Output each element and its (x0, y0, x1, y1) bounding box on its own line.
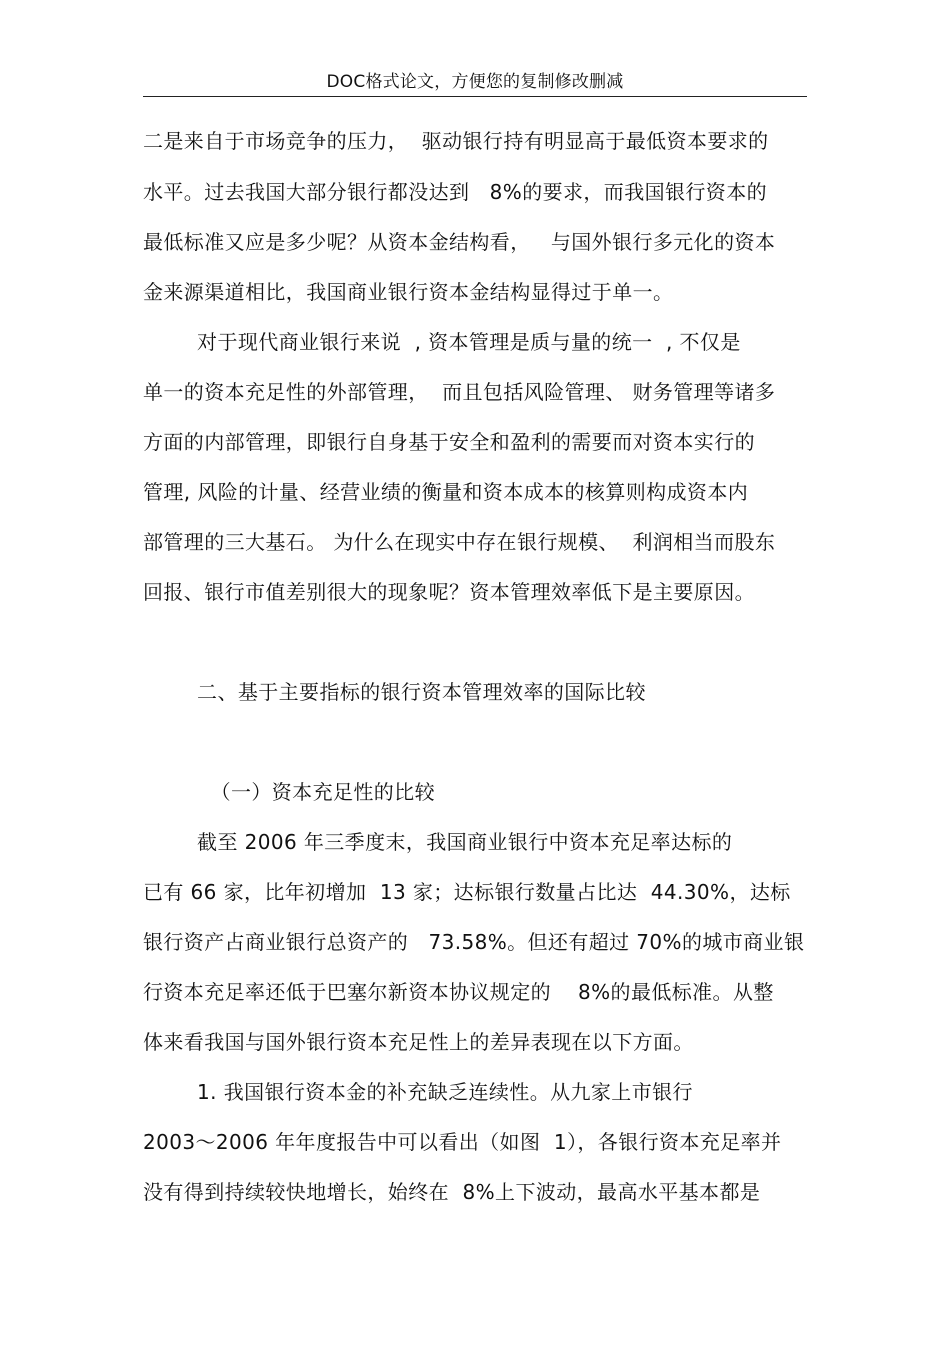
body-line: 回报、银行市值差别很大的现象呢？资本管理效率低下是主要原因。 (143, 580, 755, 604)
body-line: 水平。过去我国大部分银行都没达到 8%的要求，而我国银行资本的 (143, 180, 768, 204)
body-line: 部管理的三大基石。 为什么在现实中存在银行规模、 利润相当而股东 (143, 530, 776, 554)
body-line: 没有得到持续较快地增长，始终在 8%上下波动，最高水平基本都是 (143, 1180, 761, 1204)
body-line: 行资本充足率还低于巴塞尔新资本协议规定的 8%的最低标准。从整 (143, 980, 774, 1004)
body-line: 对于现代商业银行来说 , 资本管理是质与量的统一 , 不仅是 (143, 330, 741, 354)
body-line: 单一的资本充足性的外部管理， 而且包括风险管理、 财务管理等诸多 (143, 380, 776, 404)
body-line: 方面的内部管理，即银行自身基于安全和盈利的需要而对资本实行的 (143, 430, 755, 454)
body-line: 二是来自于市场竞争的压力， 驱动银行持有明显高于最低资本要求的 (143, 129, 769, 153)
body-line: 管理, 风险的计量、经营业绩的衡量和资本成本的核算则构成资本内 (143, 480, 749, 504)
body-line: 1. 我国银行资本金的补充缺乏连续性。从九家上市银行 (143, 1080, 693, 1104)
body-line: 截至 2006 年三季度末，我国商业银行中资本充足率达标的 (143, 830, 733, 854)
body-line: 金来源渠道相比，我国商业银行资本金结构显得过于单一。 (143, 280, 674, 304)
body-line: 最低标准又应是多少呢？从资本金结构看， 与国外银行多元化的资本 (143, 230, 776, 254)
header-divider (143, 96, 807, 97)
body-line: 银行资产占商业银行总资产的 73.58%。但还有超过 70%的城市商业银 (143, 930, 805, 954)
body-line: 体来看我国与国外银行资本充足性上的差异表现在以下方面。 (143, 1030, 694, 1054)
page-header: DOC格式论文，方便您的复制修改删减 (326, 72, 624, 92)
body-line: 已有 66 家，比年初增加 13 家；达标银行数量占比达 44.30%，达标 (143, 880, 791, 904)
body-line: 2003～2006 年年度报告中可以看出（如图 1），各银行资本充足率并 (143, 1130, 782, 1154)
subsection-heading: （一）资本充足性的比较 (143, 780, 435, 804)
section-heading: 二、基于主要指标的银行资本管理效率的国际比较 (143, 680, 646, 704)
